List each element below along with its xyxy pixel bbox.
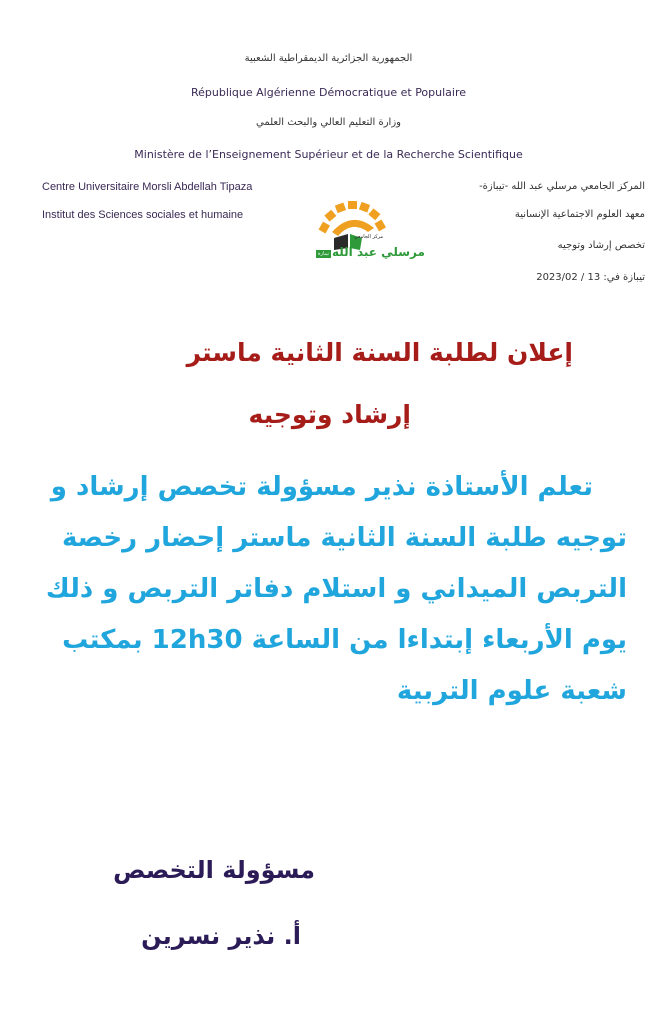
announcement-title: إعلان لطلبة السنة الثانية ماستر [186, 338, 573, 367]
signature-role: مسؤولة التخصص [113, 856, 315, 884]
centre-ar: المركز الجامعي مرسلي عبد الله -تيبازة- [479, 181, 645, 192]
specialty-ar: تخصص إرشاد وتوجيه [557, 240, 645, 251]
announcement-body [45, 462, 627, 717]
institute-fr: Institut des Sciences sociales et humaine [42, 209, 244, 221]
institute-ar: معهد العلوم الاجتماعية الإنسانية [514, 209, 645, 220]
logo-text-top: مركز الجامعي [354, 234, 384, 240]
ministry-fr: Ministère de l’Enseignement Supérieur et de la Recherche Scientifique [134, 148, 523, 161]
body-line: توجيه طلبة السنة الثانية ماستر إحضار رخصة [62, 523, 627, 553]
announcement-subtitle: إرشاد وتوجيه [248, 400, 411, 429]
ministry-ar: وزارة التعليم العالي والبحث العلمي [256, 117, 401, 128]
centre-fr: Centre Universitaire Morsli Abdellah Tipaza [42, 181, 253, 193]
university-logo [314, 198, 425, 266]
body-line: تعلم الأستاذة نذير مسؤولة تخصص إرشاد و [50, 472, 593, 502]
signature-name: أ. نذير نسرين [141, 922, 301, 950]
body-line: شعبة علوم التربية [396, 676, 627, 706]
republic-fr: République Algérienne Démocratique et Populaire [190, 86, 467, 99]
body-line: يوم الأربعاء إبتداءا من الساعة 12h30 بمكتب [62, 625, 627, 655]
logo-text-main: مرسلي عبد الله [332, 245, 425, 259]
logo-text-city: تيبازة [318, 251, 329, 257]
body-line: التربص الميداني و استلام دفاتر التربص و ذلك [45, 574, 627, 604]
republic-ar: الجمهورية الجزائرية الديمقراطية الشعبية [244, 53, 413, 64]
date-ar: تيبازة في: 13 / 2023/02 [536, 272, 645, 283]
